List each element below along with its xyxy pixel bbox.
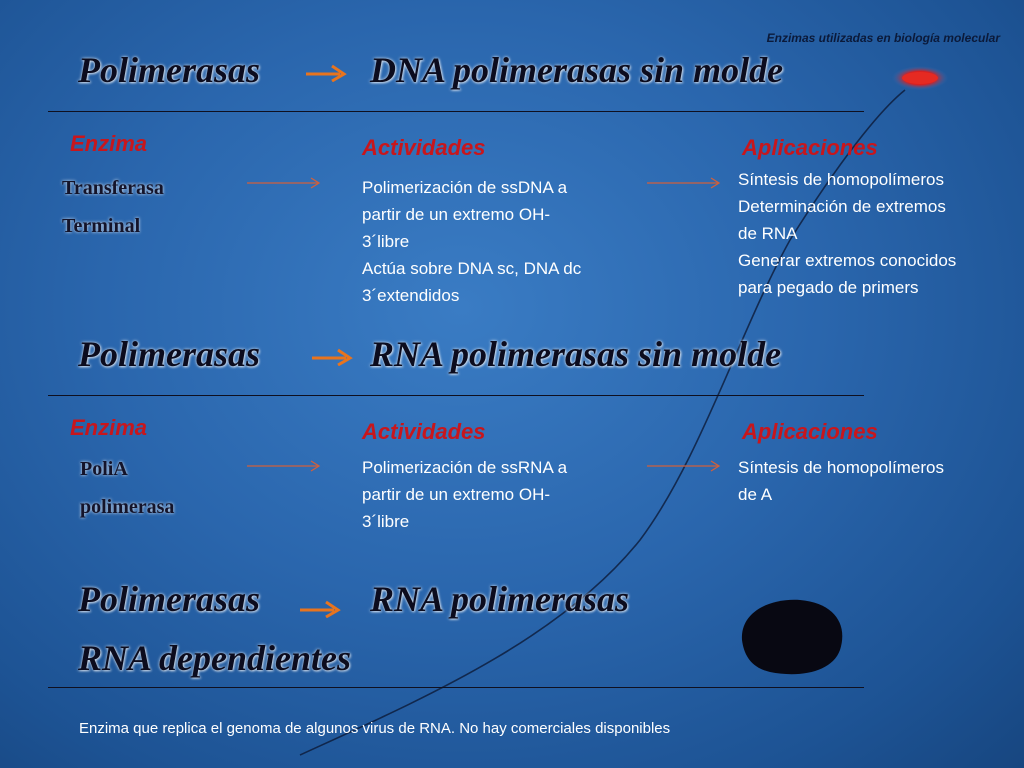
section1-title-right: DNA polimerasas sin molde (370, 50, 784, 90)
application-line: de A (738, 485, 773, 504)
section2-activities (362, 454, 567, 535)
activity-line: 3´libre (362, 232, 410, 251)
application-line: para pegado de primers (738, 278, 919, 297)
activity-line: Actúa sobre DNA sc, DNA dc (362, 259, 582, 278)
enzyme-line: polimerasa (80, 496, 175, 518)
enzyme-line: Terminal (62, 215, 141, 237)
application-line: Síntesis de homopolímeros (738, 170, 944, 189)
section3-title-arrow-icon (298, 598, 344, 618)
application-line: Generar extremos conocidos (738, 251, 957, 270)
activity-line: Polimerización de ssRNA a (362, 458, 568, 477)
section2-applications-header: Aplicaciones (742, 419, 878, 444)
section3-title-left: Polimerasas (78, 579, 261, 619)
section1-applications (738, 166, 956, 301)
section2-arrow2-icon (646, 459, 722, 473)
section2-title-right: RNA polimerasas sin molde (370, 334, 782, 374)
section1-arrow2-icon (646, 176, 722, 190)
section2-enzyme-name (80, 450, 174, 526)
section1-title-left: Polimerasas (78, 50, 261, 90)
section3-footer-text: Enzima que replica el genoma de algunos virus de RNA. No hay comerciales disponibles (79, 720, 671, 737)
activity-line: 3´extendidos (362, 286, 460, 305)
section2-title-left: Polimerasas (78, 334, 261, 374)
section2-enzyme-header: Enzima (70, 415, 148, 440)
section1-activities-header: Actividades (362, 135, 486, 160)
section3-divider (48, 687, 864, 688)
section1-divider (48, 111, 864, 112)
section3-title-line2: RNA dependientes (78, 638, 352, 678)
section3-title-right: RNA polimerasas (370, 579, 630, 619)
activity-line: Polimerización de ssDNA a (362, 178, 568, 197)
application-line: de RNA (738, 224, 798, 243)
section2-arrow1-icon (246, 459, 322, 473)
section1-applications-header: Aplicaciones (742, 135, 878, 160)
activity-line: partir de un extremo OH- (362, 205, 551, 224)
activity-line: partir de un extremo OH- (362, 485, 551, 504)
section1-enzyme-header: Enzima (70, 131, 148, 156)
enzyme-line: Transferasa (62, 177, 164, 199)
enzyme-line: PoliA (80, 458, 128, 480)
section1-activities (362, 174, 581, 309)
top-note: Enzimas utilizadas en biología molecular (766, 31, 1000, 45)
section2-title-arrow-icon (310, 346, 356, 366)
application-line: Síntesis de homopolímeros (738, 458, 944, 477)
application-line: Determinación de extremos (738, 197, 946, 216)
section2-divider (48, 395, 864, 396)
activity-line: 3´libre (362, 512, 410, 531)
section1-arrow1-icon (246, 176, 322, 190)
section1-title-arrow-icon (304, 62, 350, 82)
section1-enzyme-name (62, 169, 164, 245)
section2-activities-header: Actividades (362, 419, 486, 444)
section2-applications (738, 454, 944, 508)
black-blob (742, 600, 842, 674)
